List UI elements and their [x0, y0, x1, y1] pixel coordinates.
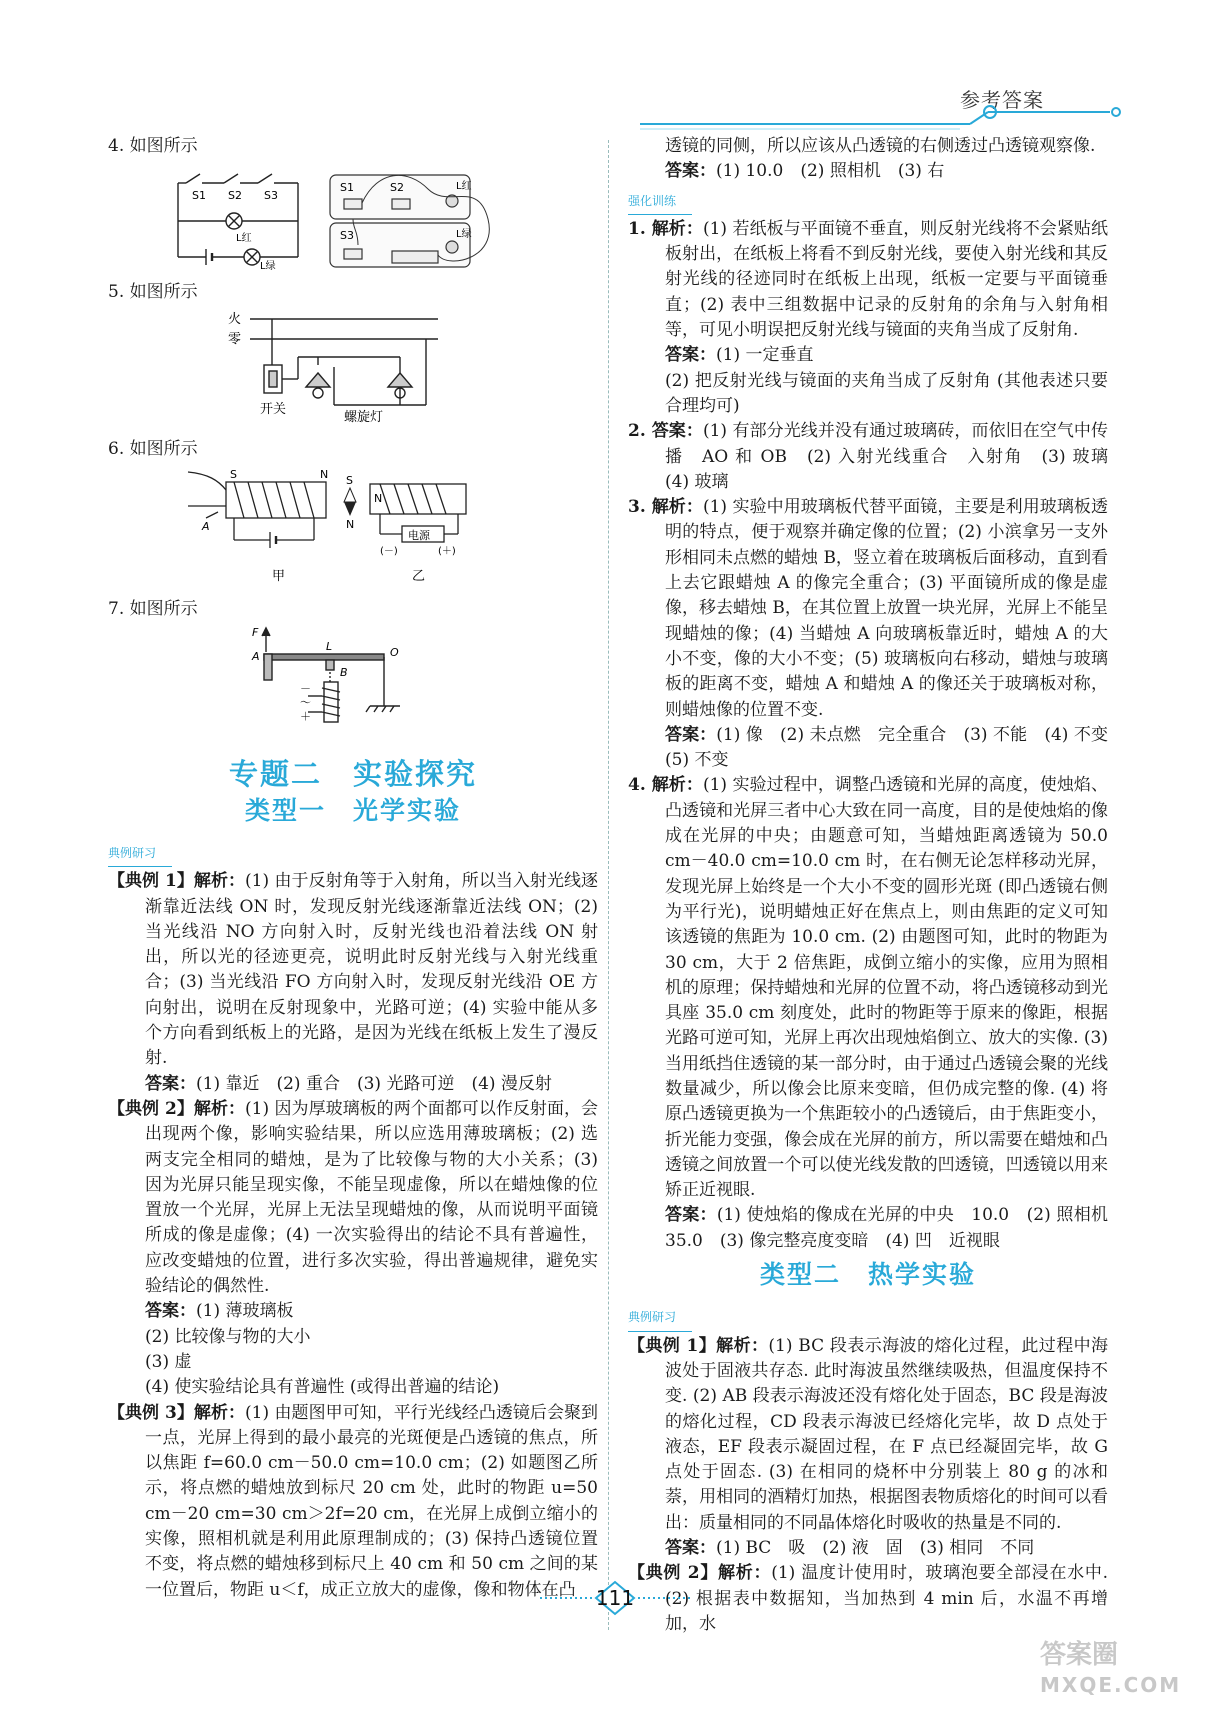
heat-example1: [628, 1334, 1108, 1536]
ex2-text: (1) 因为厚玻璃板的两个面都可以作反射面，会出现两个像，影响实验结果，所以应选用薄玻璃板；(2) 选两支完全相同的蜡烛，是为了比较像与物的大小关系；(3) 因为光屏只能呈现实像，不能呈现虚像，所以在蜡烛像的位置放一个光屏，光屏上无法呈现蜡烛的像，从而说明平面镜所成的像是虚像；(4) 一次实验得出的结论不具有普遍性，应改变蜡烛的位置，进行多次实验，得出普遍规律，避免实验结论的偶然性.: [145, 1098, 599, 1297]
figure-q4-circuit: [108, 159, 598, 271]
f5-switch: 开关: [260, 401, 287, 417]
h1-text: (1) BC 段表示海波的熔化过程，此过程中海波处于固液共存态. 此时海波虽然继续吸热，但温度保持不变. (2) AB 段表示海波还没有熔化处于固态，BC 段是海波的熔化过程，CD 段表示海波已经熔化完毕，故 D 点处于液态，EF 段表示凝固过程，在 F 点已经凝固完毕，故 G 点处于固态. (3) 在相同的烧杯中分别装上 80 g 的冰和萘，用相同的酒精灯加热，根据图表物质熔化的时间可以看出：质量相同的不同晶体熔化时吸收的热量是不同的.: [665, 1335, 1109, 1533]
t4-text: (1) 实验过程中，调整凸透镜和光屏的高度，使烛焰、凸透镜和光屏三者中心大致在同一高度，目的是使烛焰的像成在光屏的中央；由题意可知，当蜡烛距离透镜为 50.0 cm－40.0 cm=10.0 cm 时，在右侧无论怎样移动光屏，发现光屏上始终是一个大小不变的圆形光斑 (即凸透镜右侧为平行光)，说明蜡烛正好在焦点上，则由焦距的定义可知该透镜的焦距为 10.0 cm. (2) 由题图可知，此时的物距为 30 cm，大于 2 倍焦距，成倒立缩小的实像，应用为照相机的原理；保持蜡烛和光屏的位置不动，将凸透镜移动到光具座 35.0 cm 刻度处，此时的物距等于原来的像距，根据光路可逆可知，光屏上再次出现烛焰倒立、放大的实像. (3) 当用纸挡住透镜的某一部分时，由于通过凸透镜会聚的光线数量减少，所以像会比原来变暗，但仍成完整的像. (4) 将原凸透镜更换为一个焦距较小的凸透镜后，由于焦距变小，折光能力变强，像会成在光屏的前方，所以需要在蜡烛和凸透镜之间放置一个可以使光线发散的凹透镜，凹透镜以用来矫正近视眼.: [665, 775, 1108, 1201]
watermark-line1: 答案圈: [1040, 1640, 1119, 1670]
figure-q6-solenoid: [108, 462, 598, 588]
f4-l-green: L绿: [260, 261, 276, 272]
h2-label: 【典例 2】解析：: [628, 1563, 772, 1584]
t4-label: 4. 解析：: [628, 775, 703, 796]
t3-answer-label: 答案：: [665, 724, 717, 745]
f6-needle-n: N: [346, 518, 355, 532]
ex1-answer: [108, 1072, 598, 1097]
ex3-continued: 透镜的同侧，所以应该从凸透镜的右侧透过凸透镜观察像.: [665, 136, 1096, 156]
f4-phys-s1: S1: [340, 181, 354, 195]
page-number-badge: [540, 1578, 690, 1618]
f4-phys-l-red: L红: [456, 181, 472, 193]
watermark-line2: MXQE.COM: [1040, 1673, 1182, 1697]
f6-a: A: [202, 520, 210, 534]
f4-phys-l-green: L绿: [456, 229, 472, 241]
f4-phys-s2: S2: [390, 181, 404, 195]
f6-yi-n: N: [374, 492, 383, 506]
f4-s2: S2: [228, 189, 242, 203]
f7-o: O: [390, 646, 399, 660]
q6-label: 6. 如图所示: [108, 439, 198, 460]
right-column: [628, 134, 1125, 1637]
q7-label: 7. 如图所示: [108, 598, 198, 619]
t1-answer-line2: (2) 把反射光线与镜面的夹角当成了反射角 (其他表述只要合理均可): [665, 370, 1108, 416]
t1-label: 1. 解析：: [628, 218, 703, 239]
ex2-answer-line4: (4) 使实验结论具有普遍性 (或得出普遍的结论): [145, 1377, 500, 1398]
t4-answer-text: (1) 使烛焰的像成在光屏的中央 10.0 (2) 照相机 35.0 (3) 像完整亮度变暗 (4) 凹 近视眼: [665, 1205, 1125, 1251]
ex1-answer-text: (1) 靠近 (2) 重合 (3) 光路可逆 (4) 漫反射: [196, 1073, 552, 1094]
f6-source: 电源: [408, 529, 430, 543]
t1-answer-label: 答案：: [665, 345, 716, 366]
page-number: 111: [595, 1586, 635, 1610]
special-title: 专题二 实验探究: [228, 757, 477, 792]
f7-tilde: ～: [300, 696, 311, 710]
ex2-answer-line2: (2) 比较像与物的大小: [145, 1326, 311, 1347]
f4-l-red: L红: [236, 233, 252, 245]
ex3-answer: [628, 159, 1108, 184]
training1: [628, 217, 1108, 343]
t1-answer-1: (1) 一定垂直: [716, 345, 814, 366]
q5-label: 5. 如图所示: [108, 281, 198, 302]
t2-text: (1) 有部分光线并没有通过玻璃砖，而依旧在空气中传播 AO 和 OB (2) 入射光线重合 入射角 (3) 玻璃 (4) 玻璃: [665, 421, 1125, 492]
f7-a: A: [252, 650, 260, 664]
t1-text: (1) 若纸板与平面镜不垂直，则反射光线将不会紧贴纸板射出，在纸板上将看不到反射光线，要使入射光线和其反射光线的径迹同时在纸板上出现，纸板一定要与平面镜垂直；(2) 表中三组数据中记录的反射角的余角与入射角相等，可见小明误把反射光线与镜面的夹角当成了反射角.: [665, 218, 1108, 341]
heat-example2: [628, 1561, 1108, 1637]
f7-l: L: [326, 640, 333, 654]
f5-fire: 火: [228, 311, 242, 327]
f4-phys-s3: S3: [340, 229, 354, 243]
left-column: [108, 134, 598, 1603]
ex1-answer-label: 答案：: [145, 1073, 196, 1094]
t3-answer-text: (1) 像 (2) 未点燃 完全重合 (3) 不能 (4) 不变 (5) 不变: [665, 724, 1125, 771]
q4-label: 4. 如图所示: [108, 136, 198, 156]
f6-minus: (－): [380, 546, 398, 558]
f4-s1: S1: [192, 189, 206, 203]
t4-answer: [628, 1203, 1125, 1254]
t1-answer: [628, 343, 1108, 368]
ex2-answer-label: 答案：: [145, 1301, 196, 1322]
ex3-text: (1) 由题图甲可知，平行光线经凸透镜后会聚到一点，光屏上得到的最小最亮的光斑便是凸透镜的焦点，所以焦距 f=60.0 cm－50.0 cm=10.0 cm；(2) 如题图乙所示，将点燃的蜡烛放到标尺 20 cm 处，此时的物距 u=50 cm－20 cm=30 cm＞2f=20 cm，在光屏上成倒立缩小的实像，照相机就是利用此原理制成的；(3) 保持凸透镜位置不变，将点燃的蜡烛移到标尺上 40 cm 和 50 cm 之间的某一位置后，物距 u＜f，成正立放大的虚像，像和物体在凸: [145, 1402, 599, 1600]
watermark: [1040, 1640, 1181, 1700]
example3: [108, 1401, 598, 1603]
tag-examples-left: 典例研习: [108, 841, 172, 867]
f6-needle-s: S: [346, 474, 353, 488]
f6-s: S: [230, 468, 237, 482]
header-title: 参考答案: [960, 88, 1044, 112]
column-divider: [608, 140, 609, 1630]
h1-answer-text: (1) BC 吸 (2) 液 固 (3) 相同 不同: [716, 1538, 1035, 1559]
ex2-answer: [108, 1299, 598, 1324]
f6-yi: 乙: [412, 569, 426, 585]
f7-b: B: [340, 666, 348, 680]
figure-q5-wiring: [108, 305, 598, 429]
t3-answer: [628, 723, 1125, 774]
header-decoration: [640, 100, 1130, 134]
f5-lamp: 螺旋灯: [344, 409, 384, 425]
ex1-text: (1) 由于反射角等于入射角，所以当入射光线逐渐靠近法线 ON 时，发现反射光线逐渐靠近法线 ON；(2) 当光线沿 NO 方向射入时，反射光线也沿着法线 ON 射出，所以光的径迹更亮，说明此时反射光线与入射光线重合；(3) 当光线沿 FO 方向射入时，发现反射光线沿 OE 方向射出，说明在反射现象中，光路可逆；(4) 实验中能从多个方向看到纸板上的光路，是因为光线在纸板上发生了漫反射.: [145, 871, 599, 1069]
f6-plus: (＋): [438, 546, 456, 558]
h1-label: 【典例 1】解析：: [628, 1335, 769, 1356]
ex2-answer-1: (1) 薄玻璃板: [196, 1301, 294, 1322]
f6-n: N: [320, 468, 329, 482]
tag-examples-right: 典例研习: [628, 1305, 692, 1331]
t2-label: 2. 答案：: [628, 421, 703, 442]
ex1-label: 【典例 1】解析：: [108, 871, 245, 892]
t4-answer-label: 答案：: [665, 1205, 717, 1226]
f7-f: F: [252, 626, 259, 640]
f7-minus: －: [300, 682, 311, 696]
f4-s3: S3: [264, 189, 278, 203]
f6-jia: 甲: [272, 569, 286, 585]
example1: [108, 869, 598, 1071]
example2: [108, 1097, 598, 1299]
t3-text: (1) 实验中用玻璃板代替平面镜，主要是利用玻璃板透明的特点，便于观察并确定像的位置；(2) 小滨拿另一支外形相同未点燃的蜡烛 B，竖立着在玻璃板后面移动，直到看上去它跟蜡烛 A 的像完全重合；(3) 平面镜所成的像是虚像，移去蜡烛 B，在其位置上放置一块光屏，光屏上不能呈现蜡烛的像；(4) 当蜡烛 A 向玻璃板靠近时，蜡烛 A 的大小不变，像的大小不变；(5) 玻璃板向右移动，蜡烛与玻璃板的距离不变，蜡烛 A 和蜡烛 A 的像还关于玻璃板对称，则蜡烛像的位置不变.: [665, 497, 1108, 720]
training2: [628, 419, 1125, 495]
h1-answer-label: 答案：: [665, 1538, 716, 1559]
ex2-label: 【典例 2】解析：: [108, 1098, 245, 1119]
ex3-answer-label: 答案：: [665, 161, 716, 182]
ex3-label: 【典例 3】解析：: [108, 1402, 245, 1423]
h2-text: (1) 温度计使用时，玻璃泡要全部浸在水中. (2) 根据表中数据知，当加热到 4 min 后，水温不再增加，水: [665, 1563, 1108, 1634]
ex3-answer-text: (1) 10.0 (2) 照相机 (3) 右: [716, 161, 945, 182]
h1-answer: [628, 1536, 1108, 1561]
type1-title: 类型一 光学实验: [244, 795, 461, 825]
t3-label: 3. 解析：: [628, 497, 703, 518]
tag-training: 强化训练: [628, 189, 692, 215]
training3: [628, 495, 1108, 723]
ex2-answer-line3: (3) 虚: [145, 1351, 192, 1372]
f5-zero: 零: [228, 331, 242, 347]
training4: [628, 773, 1108, 1203]
type2-title: 类型二 热学实验: [759, 1260, 976, 1290]
figure-q7-lever: [108, 622, 598, 740]
f7-plus: ＋: [300, 710, 311, 724]
